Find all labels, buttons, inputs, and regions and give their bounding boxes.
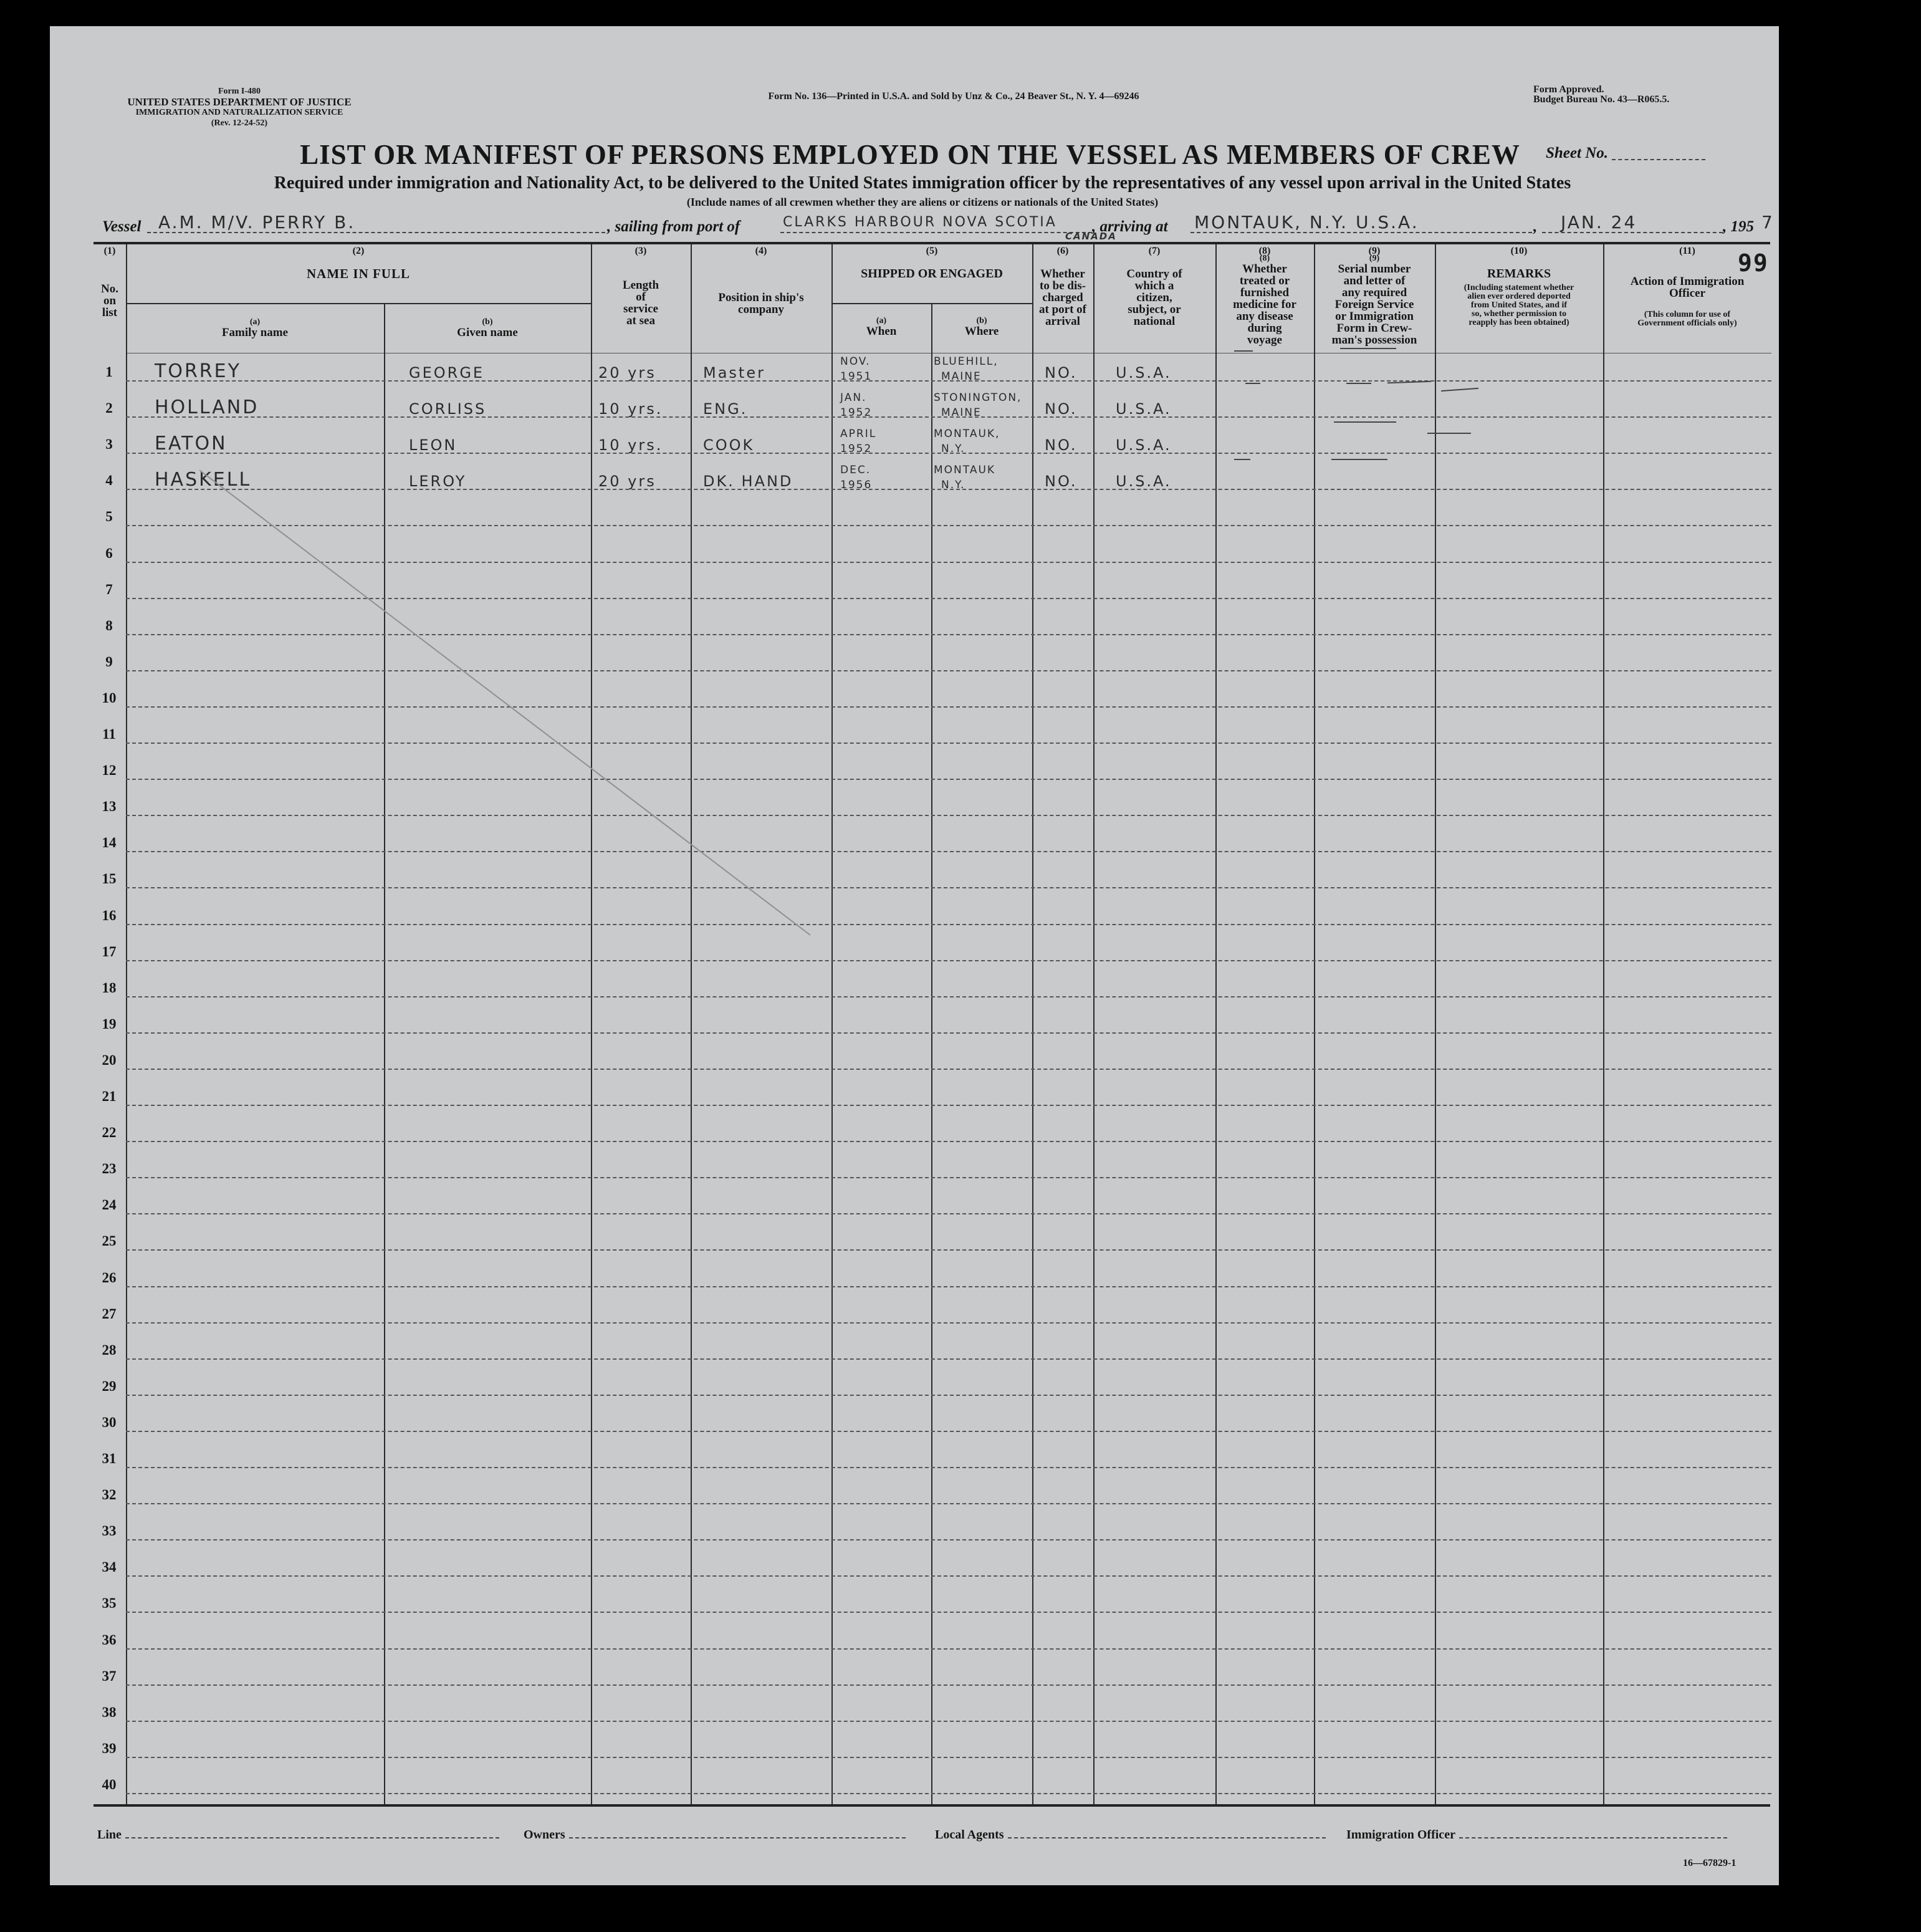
col-11-header-line: Action of Immigration (1630, 275, 1745, 288)
col-1-number: (1) (103, 246, 116, 256)
col-10-label: REMARKS (1487, 267, 1551, 281)
row-number: 34 (102, 1559, 117, 1575)
col-5-header: SHIPPED OR ENGAGED (861, 267, 1003, 281)
given-name-cell: LEROY (409, 473, 467, 491)
row-number: 37 (102, 1668, 117, 1684)
family-name-cell: EATON (155, 433, 228, 455)
year-label: , 195 (1723, 218, 1754, 235)
shipped-when-cell: APRIL (840, 428, 877, 441)
col-8-header-line: furnished (1240, 286, 1290, 299)
department-name: UNITED STATES DEPARTMENT OF JUSTICE (127, 96, 352, 108)
shipped-when-cell: JAN. (840, 392, 867, 405)
col-3-header-line: Length (622, 279, 659, 292)
discharged-cell: NO. (1045, 400, 1078, 418)
col-10-note-line: (Including statement whether (1464, 283, 1574, 292)
row-number: 4 (105, 473, 113, 489)
footer-agents-label: Local Agents (935, 1828, 1004, 1842)
discharged-cell: NO. (1045, 364, 1078, 382)
row-number: 5 (105, 509, 113, 525)
row-number: 18 (102, 979, 117, 996)
col-1-header-line: list (102, 306, 118, 319)
row-number: 38 (102, 1704, 117, 1720)
col-5a-letter: (a) (876, 316, 887, 325)
col-7-header-line: subject, or (1128, 303, 1181, 316)
manifest-sheet (50, 26, 1779, 1885)
service-length-cell: 20 yrs (598, 473, 656, 491)
row-number: 7 (105, 581, 113, 597)
col-4-header-line: Position in ship's (718, 291, 804, 304)
include-note: (Include names of all crewmen whether they are aliens or citizens or nationals of the United States) (686, 196, 1159, 208)
row-number: 25 (102, 1233, 117, 1249)
col-3-number: (3) (635, 246, 647, 256)
col-9-header-line: or Immigration (1335, 310, 1414, 323)
position-cell: DK. HAND (703, 473, 793, 491)
col-9-header-line: Form in Crew- (1336, 322, 1412, 335)
sailing-country-value: CANADA (1065, 231, 1117, 242)
form-number: Form I-480 (218, 87, 261, 96)
col-6-header-line: Whether (1040, 267, 1085, 281)
country-cell: U.S.A. (1116, 473, 1172, 491)
row-number: 15 (102, 871, 117, 887)
col-5a-label: When (866, 325, 897, 338)
col-8-header-line: treated or (1239, 274, 1290, 287)
row-number: 3 (105, 436, 113, 453)
col-10-note-line: from United States, and if (1470, 300, 1568, 310)
row-number: 31 (102, 1451, 117, 1466)
col-2a-letter: (a) (249, 317, 261, 327)
col-5b-letter: (b) (976, 316, 987, 325)
row-number: 17 (102, 943, 117, 959)
sailing-port-value: CLARKS HARBOUR NOVA SCOTIA (783, 214, 1057, 230)
row-number: 28 (102, 1342, 117, 1358)
row-number: 16 (102, 907, 117, 923)
shipped-where-cell: N.Y. (941, 443, 965, 456)
col-4-number: (4) (755, 246, 767, 256)
shipped-where-cell: N.Y. (941, 479, 965, 492)
col-6-header-line: arrival (1045, 315, 1080, 328)
row-number: 40 (102, 1776, 117, 1792)
given-name-cell: GEORGE (409, 364, 485, 382)
col-6-header-line: to be dis- (1040, 279, 1086, 292)
discharged-cell: NO. (1045, 473, 1078, 491)
col-10-note-line: alien ever ordered deported (1467, 292, 1571, 301)
arriving-port-value: MONTAUK, N.Y. U.S.A. (1194, 212, 1419, 233)
row-number: 36 (102, 1632, 117, 1648)
row-number: 26 (102, 1269, 117, 1286)
pencil-diagonal-line (50, 26, 1779, 1885)
country-cell: U.S.A. (1116, 400, 1172, 418)
given-name-cell: LEON (409, 436, 457, 454)
required-statement: Required under immigration and Nationality Act, to be delivered to the United States immigration officer by the representatives of any vessel upon arrival in the United States (274, 173, 1571, 193)
row-number: 27 (102, 1305, 117, 1322)
footer-line-blank (125, 1830, 499, 1838)
col-3-header-line: of (636, 291, 646, 304)
col-2b-letter: (b) (482, 317, 493, 327)
col-3-header-line: service (623, 302, 658, 315)
row-number: 39 (102, 1740, 117, 1756)
position-cell: Master (703, 364, 765, 382)
row-number: 35 (102, 1595, 117, 1612)
col-11-header-line: Officer (1669, 287, 1705, 300)
footer-line-field (97, 1828, 499, 1842)
col-8-inline-number: (8) (1259, 254, 1270, 263)
col-4-header-line: company (738, 303, 784, 316)
footer-owners-field (524, 1828, 906, 1842)
shipped-where-cell: MONTAUK, (934, 428, 1000, 441)
footer-agents-field (935, 1828, 1326, 1842)
col-7-header-line: citizen, (1136, 291, 1172, 304)
row-number: 29 (102, 1378, 117, 1394)
col-8-header-line: voyage (1247, 334, 1282, 347)
col-7-header-line: which a (1134, 279, 1174, 292)
col-7-header-line: Country of (1126, 267, 1182, 281)
col-6-header-line: at port of (1039, 303, 1086, 316)
col-8-header-line: Whether (1242, 262, 1287, 276)
service-length-cell: 10 yrs. (598, 400, 663, 418)
shipped-where-cell: BLUEHILL, (934, 355, 999, 368)
col-5-number: (5) (926, 246, 938, 256)
sheet-number-label: Sheet No. (1546, 145, 1608, 161)
country-cell: U.S.A. (1116, 436, 1172, 454)
row-number: 1 (105, 364, 113, 380)
col-10-note-line: so, whether permission to (1471, 309, 1567, 319)
row-number: 32 (102, 1487, 117, 1503)
row-number: 19 (102, 1016, 117, 1032)
col-9-inline-number: (9) (1369, 254, 1380, 263)
sailing-label: , sailing from port of (607, 218, 740, 235)
footer-officer-label: Immigration Officer (1346, 1828, 1455, 1842)
footer-line-label: Line (97, 1828, 122, 1842)
footer-agents-blank (1008, 1830, 1326, 1838)
form-code: 16—67829-1 (1683, 1858, 1737, 1868)
vessel-label: Vessel (102, 218, 141, 235)
col-1-header-line: No. (101, 282, 118, 296)
col-2-number: (2) (352, 246, 365, 256)
shipped-where-cell: MONTAUK (934, 464, 996, 477)
shipped-where-cell: STONINGTON, (934, 392, 1022, 405)
col-2a-label: Family name (221, 326, 289, 339)
col-10-note-line: reapply has been obtained) (1468, 318, 1569, 327)
col-8-header-line: during (1247, 322, 1282, 335)
col-2-header: NAME IN FULL (306, 266, 410, 281)
col-9-number: (9) (1368, 246, 1381, 256)
row-number: 2 (105, 400, 113, 416)
col-9-header-line: Foreign Service (1334, 298, 1414, 311)
shipped-where-cell: MAINE (941, 370, 982, 383)
arrival-date-value: JAN. 24 (1561, 212, 1637, 233)
col-5b-label: Where (964, 325, 999, 338)
revision-date: (Rev. 12-24-52) (211, 118, 268, 128)
col-8-header-line: any disease (1236, 310, 1293, 323)
col-9-header-line: any required (1341, 286, 1407, 299)
col-8-header-line: medicine for (1233, 298, 1296, 311)
col-10-number: (10) (1510, 246, 1528, 256)
year-value: 7 (1761, 212, 1775, 233)
col-7-header-line: national (1133, 315, 1176, 328)
col-6-header-line: charged (1042, 291, 1083, 304)
approved-label: Form Approved. (1533, 84, 1604, 95)
row-number: 13 (102, 799, 117, 815)
row-number: 24 (102, 1197, 117, 1213)
row-number: 6 (105, 545, 113, 561)
row-number: 23 (102, 1161, 117, 1177)
row-number: 14 (102, 835, 117, 851)
col-1-header-line: on (103, 294, 117, 307)
shipped-when-cell: DEC. (840, 464, 871, 477)
table-bottom-rule (93, 1804, 1770, 1807)
footer-officer-blank (1459, 1830, 1727, 1838)
printer-note: Form No. 136—Printed in U.S.A. and Sold by Unz & Co., 24 Beaver St., N. Y. 4—69246 (768, 91, 1139, 102)
page-title: LIST OR MANIFEST OF PERSONS EMPLOYED ON THE VESSEL AS MEMBERS OF CREW (300, 139, 1520, 170)
col-7-number: (7) (1148, 246, 1161, 256)
country-cell: U.S.A. (1116, 364, 1172, 382)
budget-bureau-number: Budget Bureau No. 43—R065.5. (1533, 94, 1670, 105)
shipped-when-cell: NOV. (840, 355, 871, 368)
shipped-when-cell: 1952 (840, 443, 873, 456)
row-number: 21 (102, 1089, 117, 1104)
row-number: 12 (102, 762, 117, 779)
row-number: 9 (105, 653, 113, 670)
col-3-header-line: at sea (626, 314, 655, 327)
position-cell: COOK (703, 436, 755, 454)
col-11-number: (11) (1679, 246, 1695, 256)
row-number: 20 (102, 1052, 117, 1068)
arriving-label: , arriving at (1092, 218, 1168, 235)
row-number: 30 (102, 1414, 117, 1430)
shipped-when-cell: 1952 (840, 406, 873, 420)
service-length-cell: 10 yrs. (598, 436, 663, 454)
col-11-note-line: (This column for use of (1644, 310, 1731, 319)
service-name: IMMIGRATION AND NATURALIZATION SERVICE (135, 108, 343, 117)
col-9-header-line: and letter of (1343, 274, 1406, 287)
col-9-header-line: Serial number (1338, 262, 1411, 276)
row-number: 11 (102, 726, 116, 742)
col-9-header-line: man's possession (1331, 334, 1417, 347)
col-2b-label: Given name (457, 326, 518, 339)
row-number: 33 (102, 1523, 117, 1539)
shipped-where-cell: MAINE (941, 406, 982, 420)
shipped-when-cell: 1956 (840, 479, 873, 492)
family-name-cell: HASKELL (155, 469, 252, 491)
row-number: 22 (102, 1125, 117, 1141)
vessel-value: A.M. M/V. PERRY B. (158, 212, 356, 233)
footer-officer-field (1346, 1828, 1727, 1842)
family-name-cell: TORREY (155, 360, 241, 382)
shipped-when-cell: 1951 (840, 370, 873, 383)
col-6-number: (6) (1056, 246, 1069, 256)
position-cell: ENG. (703, 400, 748, 418)
row-number: 10 (102, 690, 117, 706)
service-length-cell: 20 yrs (598, 364, 656, 382)
footer-owners-blank (569, 1830, 906, 1838)
col-8-number: (8) (1258, 246, 1271, 256)
row-number: 8 (105, 617, 113, 633)
date-separator: , (1533, 218, 1538, 235)
family-name-cell: HOLLAND (155, 396, 259, 419)
col-11-note-line: Government officials only) (1637, 319, 1737, 328)
footer-owners-label: Owners (524, 1828, 565, 1842)
given-name-cell: CORLISS (409, 400, 487, 418)
margin-number: 99 (1738, 249, 1769, 277)
discharged-cell: NO. (1045, 436, 1078, 454)
